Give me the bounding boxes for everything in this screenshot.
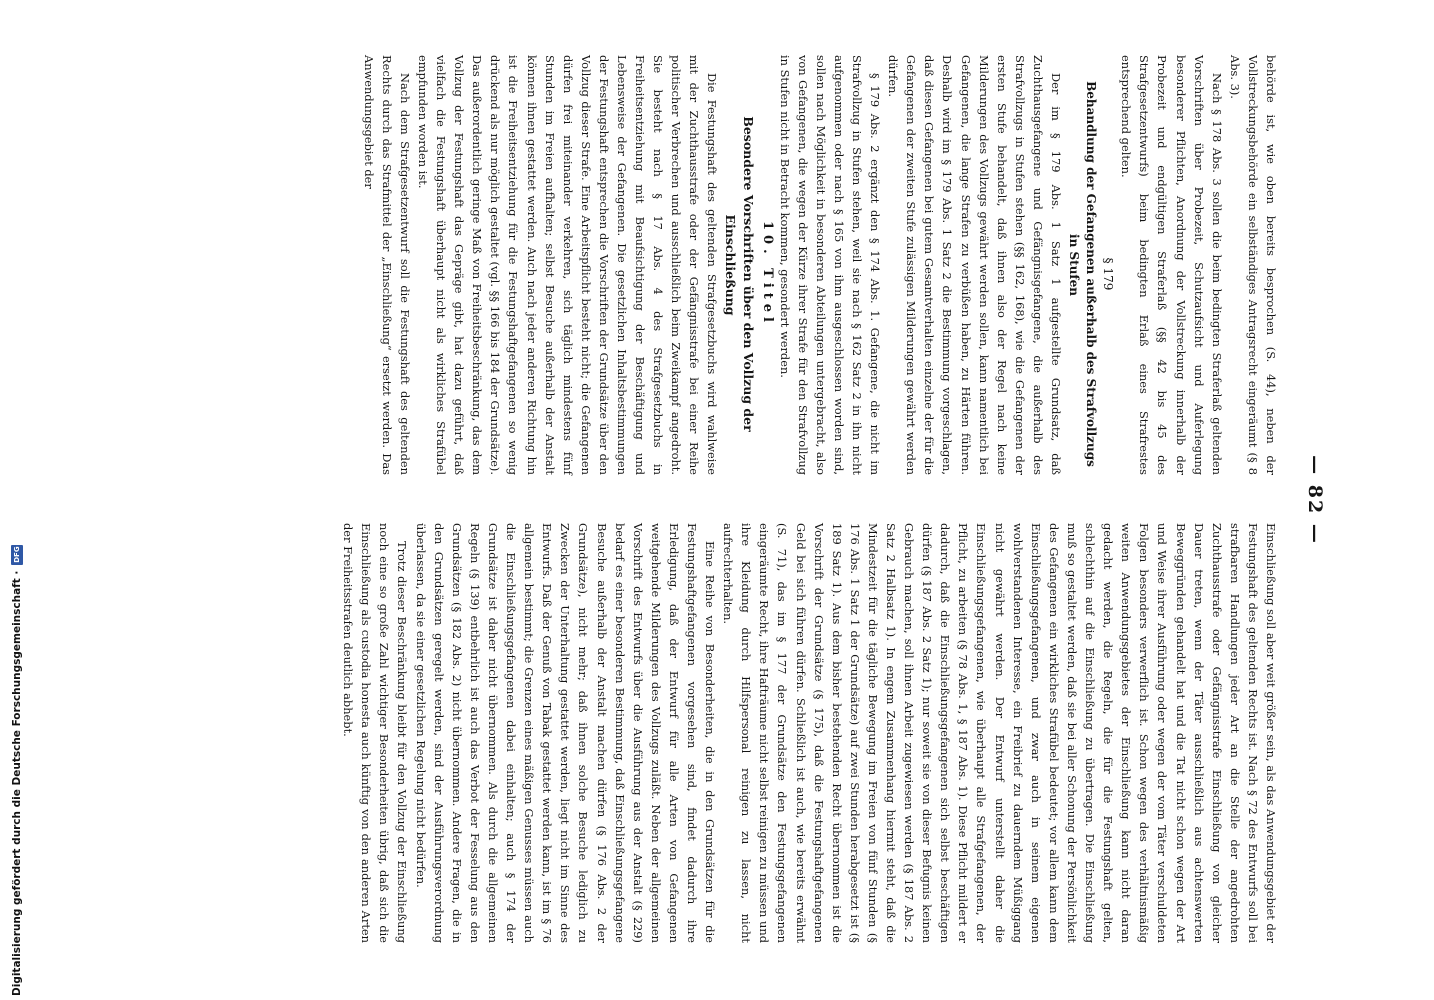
title-number: 10. Titel: [759, 221, 775, 327]
dfg-logo-icon: DFG: [13, 546, 21, 563]
document-page: [114, 45, 1334, 955]
left-column: [360, 55, 1280, 475]
paragraph: Nach § 178 Abs. 3 sollen die beim bedingten Straferlaß geltenden Vorschriften über Probezeit, Schutzaufsicht und Auferlegung besonderer Pflichten, Anordnung der Vollstreckung innerhalb der Probezeit und endgültigen Straferlaß (§§ 42 bis 45 des Strafgesetzentwurfs) beim bedingten Erlaß eines Strafrestes entsprechend gelten.: [1119, 55, 1224, 475]
paragraph: behörde ist, wie oben bereits besprochen (S. 44), neben der Vollstreckungsbehörde ein selbständiges Antragsrecht eingeräumt (§ 8 Abs. 3).: [1227, 55, 1278, 475]
paragraph: Der im § 179 Abs. 1 Satz 1 aufgestellte Grundsatz, daß Zuchthausgefangene und Gefängnisgefangene, die außerhalb des Strafvollzugs in Stufen stehen (§§ 162, 168), wie die Gefangenen der ersten Stufe behandelt, daß ihnen also der Regel nach keine Milderungen des Vollzugs gewährt werden sollen, kann namentlich bei Gefangenen, die lange Strafen zu verbüßen haben, zu Härten führen. Deshalb wird im § 179 Abs. 1 Satz 2 die Bestimmung vorgeschlagen, daß diesen Gefangenen bei gutem Gesamtverhalten einzelne der für die Gefangenen der zweiten Stufe zulässigen Milderungen gewährt werden dürfen.: [886, 55, 1064, 475]
digitization-footer: [0, 0, 22, 1000]
section-heading: Behandlung der Gefangenen außerhalb des Strafvollzugs in Stufen: [1067, 81, 1099, 467]
title-heading: Besondere Vorschriften über den Vollzug der Einschließung: [723, 116, 757, 432]
section-number: § 179: [1101, 257, 1116, 291]
paragraph: Einschließung soll aber weit größer sein, als das Anwendungsgebiet der Festungshaft des geltenden Rechts ist. Nach § 72 des Entwurfs soll bei strafbaren Handlungen jeder Art an die Stelle der angedrohten Zuchthausstrafe oder Gefängnisstrafe Einschließung von gleicher Dauer treten, wenn der Täter ausschließlich aus achtenswerten Beweggründen gehandelt hat und die Tat nicht schon wegen der Art und Weise ihrer Ausführung oder wegen der vom Täter verschuldeten Folgen besonders verwerflich ist. Schon wegen des verhältnismäßig weiten Anwendungsgebietes der Einschließung kann nicht daran gedacht werden, die Regeln, die für die Festungshaft gelten, schlechthin auf die Einschließung zu übertragen. Die Einschließung muß so gestaltet werden, daß sie bei aller Schonung der Persönlichkeit des Gefangenen ein wirkliches Strafübel bedeutet; vor allem kann dem Einschließungsgefangenen, und zwar auch in seinem eigenen wohlverstandenen Interesse, ein Freibrief zu dauerndem Müßiggang nicht gewährt werden. Der Entwurf unterstellt daher die Einschließungsgefangenen, wie überhaupt alle Strafgefangenen, der Pflicht, zu arbeiten (§ 78 Abs. 1, § 187 Abs. 1). Diese Pflicht mildert er dadurch, daß die Einschließungsgefangenen sich selbst beschäftigen dürfen (§ 187 Abs. 2 Satz 1); nur soweit sie von dieser Befugnis keinen Gebrauch machen, soll ihnen Arbeit zugewiesen werden (§ 187 Abs. 2 Satz 2 Halbsatz 1). In engem Zusammenhang hiermit steht, daß die Mindestzeit für die tägliche Bewegung im Freien von fünf Stunden (§ 176 Abs. 1 Satz 1 der Grundsätze) auf zwei Stunden herabgesetzt ist (§ 189 Satz 1). Aus dem bisher bestehenden Recht übernommen ist die Vorschrift der Grundsätze (§ 175), daß die Festungshaftgefangenen Geld bei sich führen dürfen. Schließlich ist auch, wie bereits erwähnt (S. 71), das im § 177 der Grundsätze den Festungsgefangenen eingeräumte Recht, ihre Hafträume nicht selbst reinigen zu müssen und ihre Kleidung durch Hilfspersonal reinigen zu lassen, nicht aufrechterhalten.: [721, 523, 1278, 943]
footer-credit-text: Digitalisierung gefördert durch die Deutsche Forschungsgemeinschaft ·: [11, 570, 23, 996]
paragraph: § 179 Abs. 2 ergänzt den § 174 Abs. 1. Gefangene, die nicht im Strafvollzug in Stufen stehen, weil sie nach § 162 Satz 2 in ihn nicht aufgenommen oder nach § 165 von ihm ausgeschlossen worden sind, sollen nach Möglichkeit in besonderen Abteilungen untergebracht, also von Gefangenen, die wegen der Kürze ihrer Strafe für den Strafvollzug in Stufen nicht in Betracht kommen, gesondert werden.: [777, 55, 883, 475]
paragraph: Trotz dieser Beschränkung bleibt für den Vollzug der Einschließung noch eine so große Zahl wichtiger Besonderheiten übrig, daß sich die Einschließung als custodia honesta auch künftig von den anderen Arten der Freiheitsstrafen deutlich abhebt.: [341, 523, 410, 943]
footer-credit: [11, 545, 23, 996]
paragraph: Die Festungshaft des geltenden Strafgesetzbuchs wird wahlweise mit der Zuchthausstrafe oder der Gefängnisstrafe bei einer Reihe politischer Verbrechen und ausschließlich beim Zweikampf angedroht. Sie besteht nach § 17 Abs. 4 des Strafgesetzbuchs in Freiheitsentziehung mit Beaufsichtigung der Beschäftigung und Lebensweise der Gefangenen. Die gesetzlichen Inhaltsbestimmungen der Festungshaft entsprechen die Vorschriften der Grundsätze über den Vollzug dieser Strafe. Eine Arbeitspflicht besteht nicht; die Gefangenen dürfen frei miteinander verkehren, sich täglich mindestens fünf Stunden im Freien aufhalten; selbst Besuche außerhalb der Anstalt können ihnen gestattet werden. Auch nach jeder anderen Richtung hin ist die Freiheitsentziehung für die Festungshaftgefangenen so wenig drückend als nur möglich gestaltet (vgl. §§ 166 bis 184 der Grundsätze). Das außerordentlich geringe Maß von Freiheitsbeschränkung, das dem Vollzug der Festungshaft das Gepräge gibt, hat dazu geführt, daß vielfach die Festungshaft überhaupt nicht als wirkliches Strafübel empfunden worden ist.: [415, 55, 720, 475]
page-number: — 82 —: [1304, 455, 1326, 545]
right-column: [339, 523, 1280, 943]
paragraph: Nach dem Strafgesetzentwurf soll die Festungshaft des geltenden Rechts durch das Strafmittel der „Einschließung“ ersetzt werden. Das Anwendungsgebiet der: [361, 55, 412, 475]
paragraph: Eine Reihe von Besonderheiten, die in den Grundsätzen für die Festungshaftgefangenen vorgesehen sind, findet dadurch ihre Erledigung, daß der Entwurf für alle Arten von Gefangenen weitgehende Milderungen des Vollzugs zuläßt. Neben der allgemeinen Vorschrift des Entwurfs über die Ausführung aus der Anstalt (§ 229) bedarf es einer besonderen Bestimmung, daß Einschließungsgefangene Besuche außerhalb der Anstalt machen dürfen (§ 176 Abs. 2 der Grundsätze), nicht mehr; daß ihnen solche Besuche lediglich zu Zwecken der Unterhaltung gestattet werden, liegt nicht im Sinne des Entwurfs. Daß der Genuß von Tabak gestattet werden kann, ist im § 76 allgemein bestimmt; die Grenzen eines mäßigen Genusses müssen auch die Einschließungsgefangenen dabei einhalten; auch § 174 der Grundsätze ist daher nicht übernommen. Als durch die allgemeinen Regeln (§ 139) entbehrlich ist auch das Verbot der Fesselung aus den Grundsätzen (§ 182 Abs. 2) nicht übernommen. Andere Fragen, die in den Grundsätzen geregelt werden, sind der Ausführungsverordnung überlassen, da sie einer gesetzlichen Regelung nicht bedürfen.: [413, 523, 718, 943]
